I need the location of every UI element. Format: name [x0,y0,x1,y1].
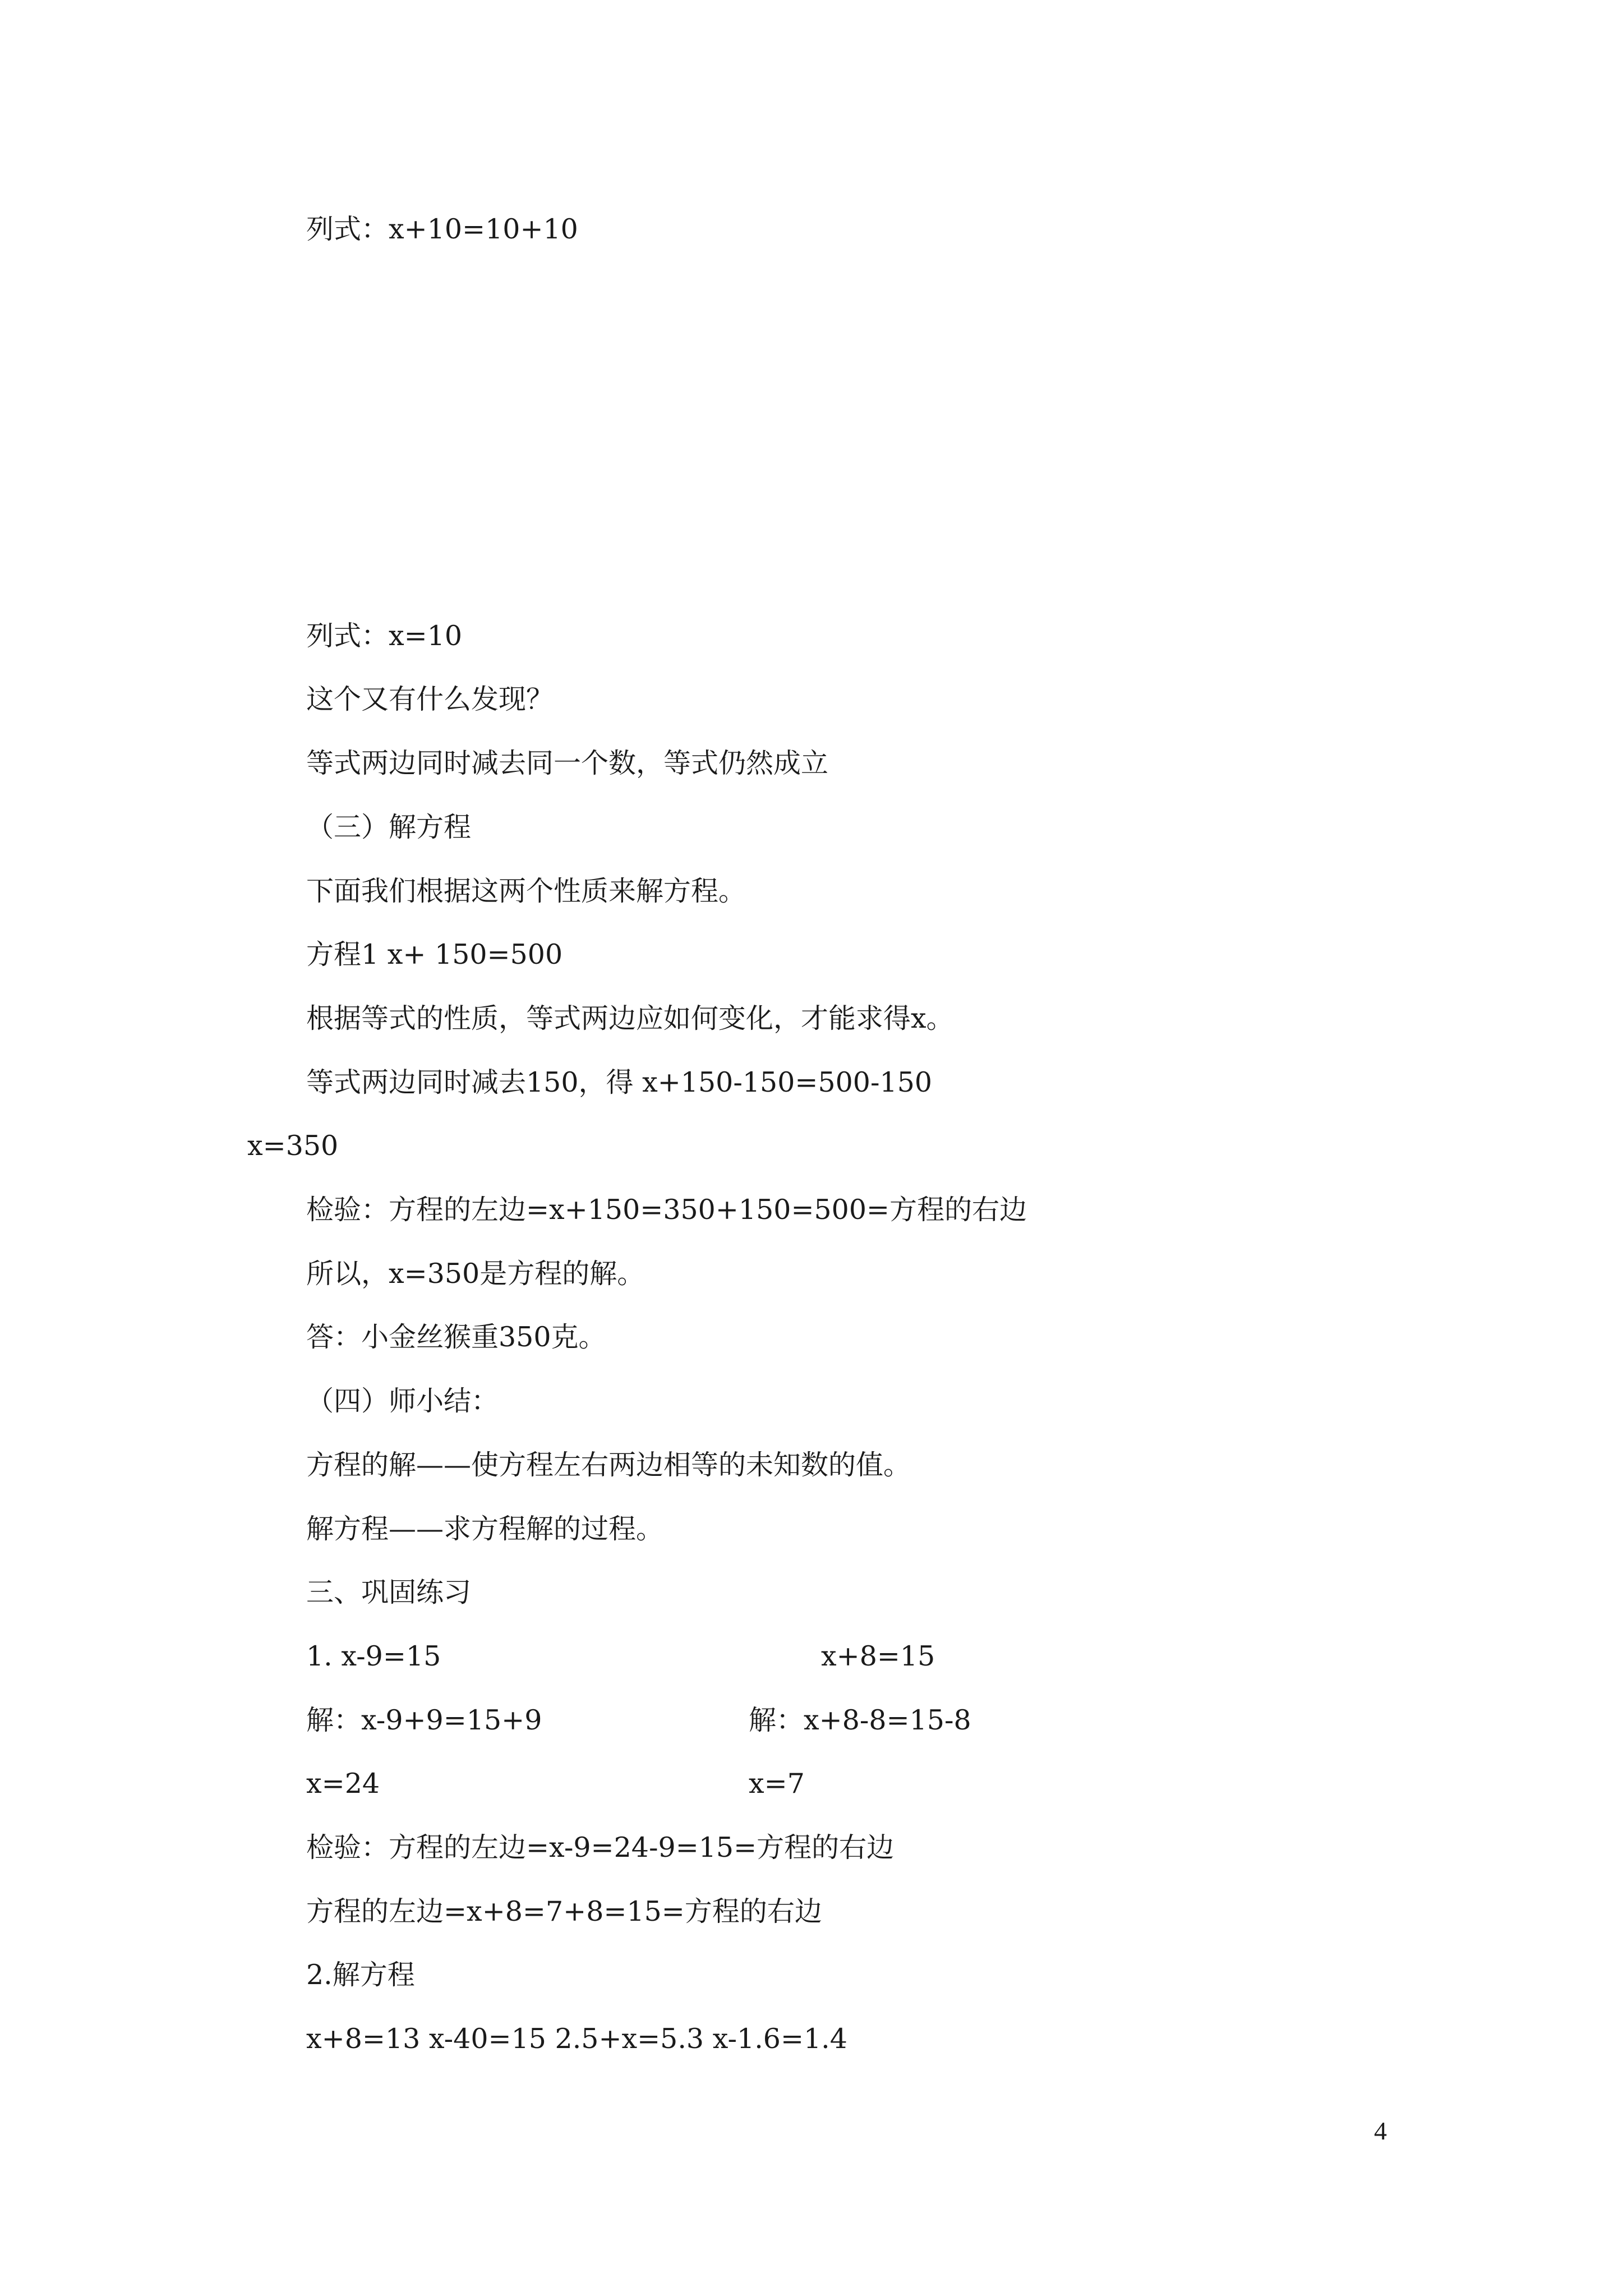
definition-solution: 方程的解——使方程左右两边相等的未知数的值。 [306,1449,911,1481]
section-heading-3: （三）解方程 [306,811,472,843]
definition-solving: 解方程——求方程解的过程。 [306,1513,664,1545]
result-right: x=7 [749,1768,805,1800]
exercise-2-equations: x+8=13 x-40=15 2.5+x=5.3 x-1.6=1.4 [306,2023,847,2055]
exercise-1-right: x+8=15 [821,1640,935,1672]
check-line: 检验：方程的左边=x+150=350+150=500=方程的右边 [306,1194,1027,1226]
equation-1: 方程1 x+ 150=500 [306,938,563,970]
section-heading-practice: 三、巩固练习 [306,1576,472,1608]
solve-left: 解：x-9+9=15+9 [306,1704,542,1736]
paragraph-question: 根据等式的性质，等式两边应如何变化，才能求得x。 [306,1002,954,1034]
solve-right: 解：x+8-8=15-8 [749,1704,971,1736]
question-line: 这个又有什么发现？ [306,683,554,715]
conclusion-line: 等式两边同时减去同一个数，等式仍然成立 [306,747,829,779]
section-heading-4: （四）师小结： [306,1385,499,1417]
exercise-2-heading: 2.解方程 [306,1959,415,1991]
paragraph-intro: 下面我们根据这两个性质来解方程。 [306,875,746,907]
therefore-line: 所以，x=350是方程的解。 [306,1258,645,1290]
answer-line: 答：小金丝猴重350克。 [306,1321,606,1353]
equation-line-1: 列式：x+10=10+10 [306,213,578,245]
equation-line-2: 列式：x=10 [306,620,463,652]
check-left: 检验：方程的左边=x-9=24-9=15=方程的右边 [306,1832,895,1864]
page-number: 4 [1374,2116,1387,2145]
check-right: 方程的左边=x+8=7+8=15=方程的右边 [306,1895,822,1927]
solution-result: x=350 [247,1130,339,1162]
exercise-1-left: 1. x-9=15 [306,1640,441,1672]
result-left: x=24 [306,1768,380,1800]
solution-step: 等式两边同时减去150，得 x+150-150=500-150 [306,1066,933,1098]
